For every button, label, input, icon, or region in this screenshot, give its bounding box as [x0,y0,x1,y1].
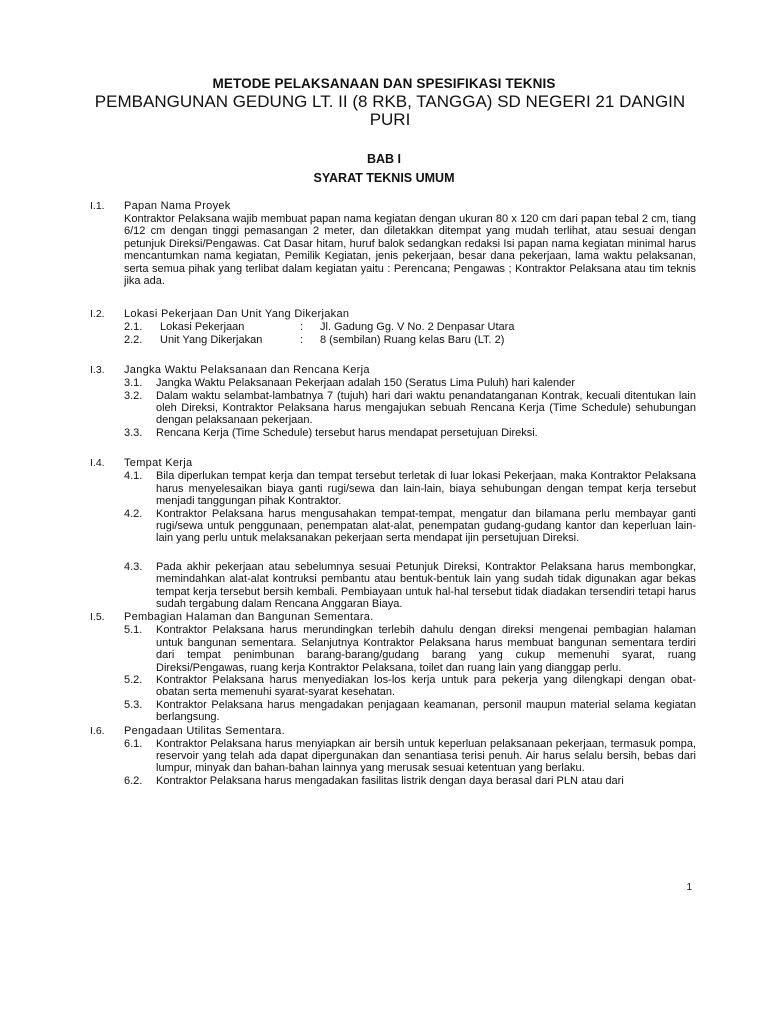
section-number: I.2. [90,308,105,321]
item-number: 4.2. [124,507,143,520]
row-separator: : [300,333,304,346]
item-number: 3.2. [124,389,143,402]
item-number: 5.1. [124,624,143,637]
row-label: Unit Yang Dikerjakan [160,333,263,346]
list-item [124,775,696,787]
list-item [124,561,696,611]
list-item [124,699,696,724]
section-pembagian-halaman [90,610,696,723]
chapter-label: BAB I [366,152,402,166]
section-title: Papan Nama Proyek [124,200,231,212]
location-row [124,321,696,333]
item-number: 5.3. [124,698,143,711]
page-number: 1 [686,882,692,893]
item-text: Bila diperlukan tempat kerja dan tempat tersebut terletak di luar lokasi Pekerjaan, maka Kontraktor Pelaksana harus menyelesaikan biaya ganti rugi/sewa dan lain-lain, biaya sehubungan dengan tempat kerja tersebut menjadi tanggungan pihak Kontraktor. [156,470,696,508]
list-item [124,624,696,674]
item-text: Pada akhir pekerjaan atau sebelumnya sesuai Petunjuk Direksi, Kontraktor Pelaksana harus membongkar, memindahkan alat-alat kontruksi pembantu atau bentuk-bentuk lain yang sudah tidak digunakan agar bekas tempat kerja tersebut bersih kembali. Pembiayaan untuk hal-hal tersebut tidak diadakan tersendiri tetapi harus sudah tergabung dalam Rencana Anggaran Biaya. [156,560,696,610]
section-lokasi-pekerjaan [90,307,696,346]
section-pengadaan-utilitas [90,724,696,788]
list-item [124,738,696,775]
item-number: 6.1. [124,737,143,750]
row-number: 2.1. [124,321,143,334]
row-separator: : [300,321,304,334]
section-number: I.3. [90,364,105,377]
section-title: Jangka Waktu Pelaksanaan dan Rencana Kerja [124,364,370,377]
section-number: I.6. [90,724,105,737]
item-text: Jangka Waktu Pelaksanaan Pekerjaan adalah 150 (Seratus Lima Puluh) hari kalender [156,377,576,390]
list-item [124,470,696,507]
section-number: I.5. [90,611,105,624]
section-paragraph: Kontraktor Pelaksana wajib membuat papan nama kegiatan dengan ukuran 80 x 120 cm dari papan tebal 2 cm, tiang 6/12 cm dengan tinggi pemasangan 2 meter, dan diletakkan ditempat yang mudah terlihat, atau sesuai dengan petunjuk Direksi/Pengawas. Cat Dasar hitam, huruf balok sedangkan redaksi Isi papan nama kegiatan minimal harus mencantumkan nama kegiatan, Pemilik Kegiatan, jenis pekerjaan, besar dana pekerjaan, lama waktu pelaksanan, serta semua pihak yang terlibat dalam kegiatan yaitu : Perencana; Pengawas ; Kontraktor Pelaksana atau tim teknis jika ada. [124,213,696,288]
section-number: I.1. [90,200,105,212]
item-text: Kontraktor Pelaksana harus mengadakan penjagaan keamanan, personil maupun material selama kegiatan berlangsung. [156,698,696,724]
section-title: Tempat Kerja [124,457,193,470]
item-text: Kontraktor Pelaksana harus mengadakan fasilitas listrik dengan daya berasal dari PLN atau dari [156,774,624,787]
section-title: Pengadaan Utilitas Sementara. [124,724,285,737]
item-number: 5.2. [124,673,143,686]
list-item [124,508,696,545]
location-row [124,334,696,346]
row-label: Lokasi Pekerjaan [160,321,245,334]
list-item [124,377,696,389]
section-title: Lokasi Pekerjaan Dan Unit Yang Dikerjakan [124,308,350,321]
section-title: Pembagian Halaman dan Bangunan Sementara. [124,611,374,624]
row-value: 8 (sembilan) Ruang kelas Baru (LT. 2) [320,333,505,346]
document-title: METODE PELAKSANAAN DAN SPESIFIKASI TEKNIS [212,76,556,91]
chapter-title: SYARAT TEKNIS UMUM [313,171,455,185]
item-number: 3.3. [124,426,143,439]
section-jangka-waktu [90,363,696,439]
row-value: Jl. Gadung Gg. V No. 2 Denpasar Utara [320,321,515,334]
row-number: 2.2. [124,333,143,346]
document-subtitle: PEMBANGUNAN GEDUNG LT. II (8 RKB, TANGGA) SD NEGERI 21 DANGIN PURI [94,92,686,129]
section-number: I.4. [90,457,105,470]
list-item [124,390,696,427]
item-number: 4.1. [124,470,143,483]
item-text: Kontraktor Pelaksana harus menyediakan los-los kerja untuk para pekerja yang dilengkapi dengan obat-obatan serta memenuhi syarat-syarat kesehatan. [156,673,696,699]
item-number: 4.3. [124,560,143,573]
section-tempat-kerja [90,456,696,610]
item-text: Kontraktor Pelaksana harus merundingkan terlebih dahulu dengan direksi mengenai pembagian halaman untuk bangunan sementara. Selanjutnya Kontraktor Pelaksana harus membuat bangunan sementara terdiri dari tempat penimbunan barang-barang/gudang barang yang cukup memenuhi syarat, ruang Direksi/Pengawas, ruang kerja Kontraktor Pelaksana, toilet dan ruang lain yang dianggap perlu. [156,624,696,674]
document-body [90,199,696,787]
item-text: Rencana Kerja (Time Schedule) tersebut harus mendapat persetujuan Direksi. [156,426,538,439]
list-item [124,427,696,439]
item-text: Kontraktor Pelaksana harus mengusahakan tempat-tempat, mengatur dan bilamana perlu membayar ganti rugi/sewa untuk penggunaan, penempatan alat-alat, penempatan gudang-gudang kantor dan keperluan lain-lain yang perlu untuk melaksanakan pekerjaan serta mendapat ijin persetujuan Direksi. [156,507,696,545]
list-item [124,674,696,699]
item-text: Dalam waktu selambat-lambatnya 7 (tujuh) hari dari waktu penandatanganan Kontrak, kecuali ditentukan lain oleh Direksi, Kontraktor Pelaksana harus mengajukan sebuah Rencana Kerja (Time Schedule) sehubungan dengan pelaksanaan pekerjaan. [156,389,696,427]
item-number: 6.2. [124,774,143,787]
item-number: 3.1. [124,377,143,390]
item-text: Kontraktor Pelaksana harus menyiapkan air bersih untuk keperluan pelaksanaan pekerjaan, termasuk pompa, reservoir yang telah ada dapat dipergunakan dan senantiasa terisi penuh. Air harus selalu bersih, bebas dari lumpur, minyak dan bahan-bahan lainnya yang merusak sesuai ketentuan yang berlaku. [156,737,696,775]
section-papan-nama-proyek [90,199,696,287]
